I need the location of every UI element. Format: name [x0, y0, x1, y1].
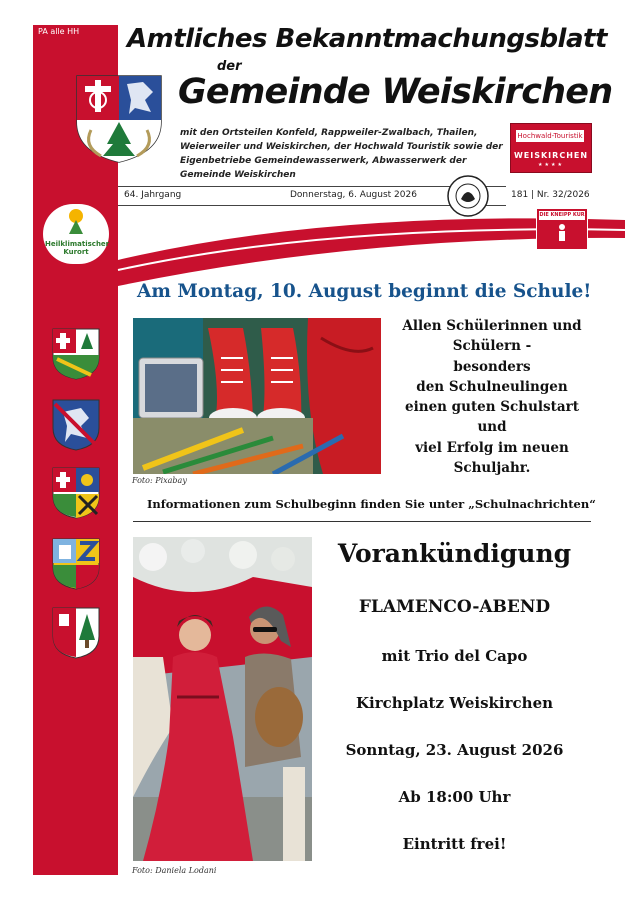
publication-title-line1: Amtliches Bekanntmachungsblatt — [127, 24, 607, 54]
postal-label: PA alle HH — [38, 27, 80, 36]
publication-subtitle: mit den Ortsteilen Konfeld, Rappweiler-Zwalbach, Thailen, Weierweiler und Weiskirchen, der Hochwald Touristik sowie der Eigenbetriebe Gemeindewasserwerk, Abwasserwerk der Gemeinde Weiskirchen — [180, 128, 503, 180]
weierweiler-crest-icon — [51, 537, 101, 591]
event-date: Sonntag, 23. August 2026 — [345, 741, 564, 759]
event-admission: Eintritt frei! — [402, 835, 507, 853]
issue-number: 181 | Nr. 32/2026 — [511, 190, 590, 200]
kneipp-label: DIE KNEIPP KUR — [539, 212, 585, 218]
issue-date: Donnerstag, 6. August 2026 — [290, 190, 417, 200]
tourism-badge-stars: ★★★★ — [538, 162, 564, 168]
kneipp-figure-icon — [552, 223, 572, 245]
thailen-crest-icon — [51, 466, 101, 520]
flamenco-dancers-photo — [133, 537, 312, 861]
tourism-badge-line2: WEISKIRCHEN — [513, 151, 589, 160]
volume-label: 64. Jahrgang — [124, 190, 182, 200]
rappweiler-zwalbach-crest-icon — [51, 398, 101, 452]
event-time: Ab 18:00 Uhr — [398, 788, 511, 806]
event-performer: mit Trio del Capo — [381, 647, 528, 665]
kneipp-kur-badge — [536, 208, 588, 250]
school-supplies-photo — [133, 318, 381, 474]
klima-badge-label: Heilklimatischer Kurort — [45, 240, 110, 256]
weiskirchen-crest-icon — [51, 606, 101, 660]
tourism-badge-line1: Hochwald-Touristik — [517, 132, 583, 140]
school-greeting: Allen Schülerinnen und Schülern - besonders den Schulneulingen einen guten Schulstart und viel Erfolg im neuen Schuljahr. — [402, 318, 582, 477]
publication-title-der: der — [217, 59, 242, 74]
sun-tree-icon — [63, 208, 89, 238]
heilklimatischer-kurort-badge — [43, 204, 109, 264]
event-location: Kirchplatz Weiskirchen — [355, 694, 554, 712]
school-info-note: Informationen zum Schulbeginn finden Sie unter „Schulnachrichten“ — [147, 497, 596, 511]
section-divider — [133, 521, 591, 522]
event-name: FLAMENCO-ABEND — [358, 597, 551, 617]
hochwald-touristik-badge — [510, 123, 592, 173]
konfeld-crest-icon — [51, 327, 101, 381]
photo-caption-pixabay: Foto: Pixabay — [132, 476, 187, 485]
blue-angel-seal-icon — [447, 175, 489, 217]
publication-title-line2: Gemeinde Weiskirchen — [178, 72, 613, 112]
preview-heading: Vorankündigung — [337, 539, 572, 568]
school-start-headline: Am Montag, 10. August beginnt die Schule! — [137, 281, 592, 302]
photo-caption-lodani: Foto: Daniela Lodani — [132, 866, 217, 875]
municipal-coat-of-arms — [73, 70, 165, 165]
